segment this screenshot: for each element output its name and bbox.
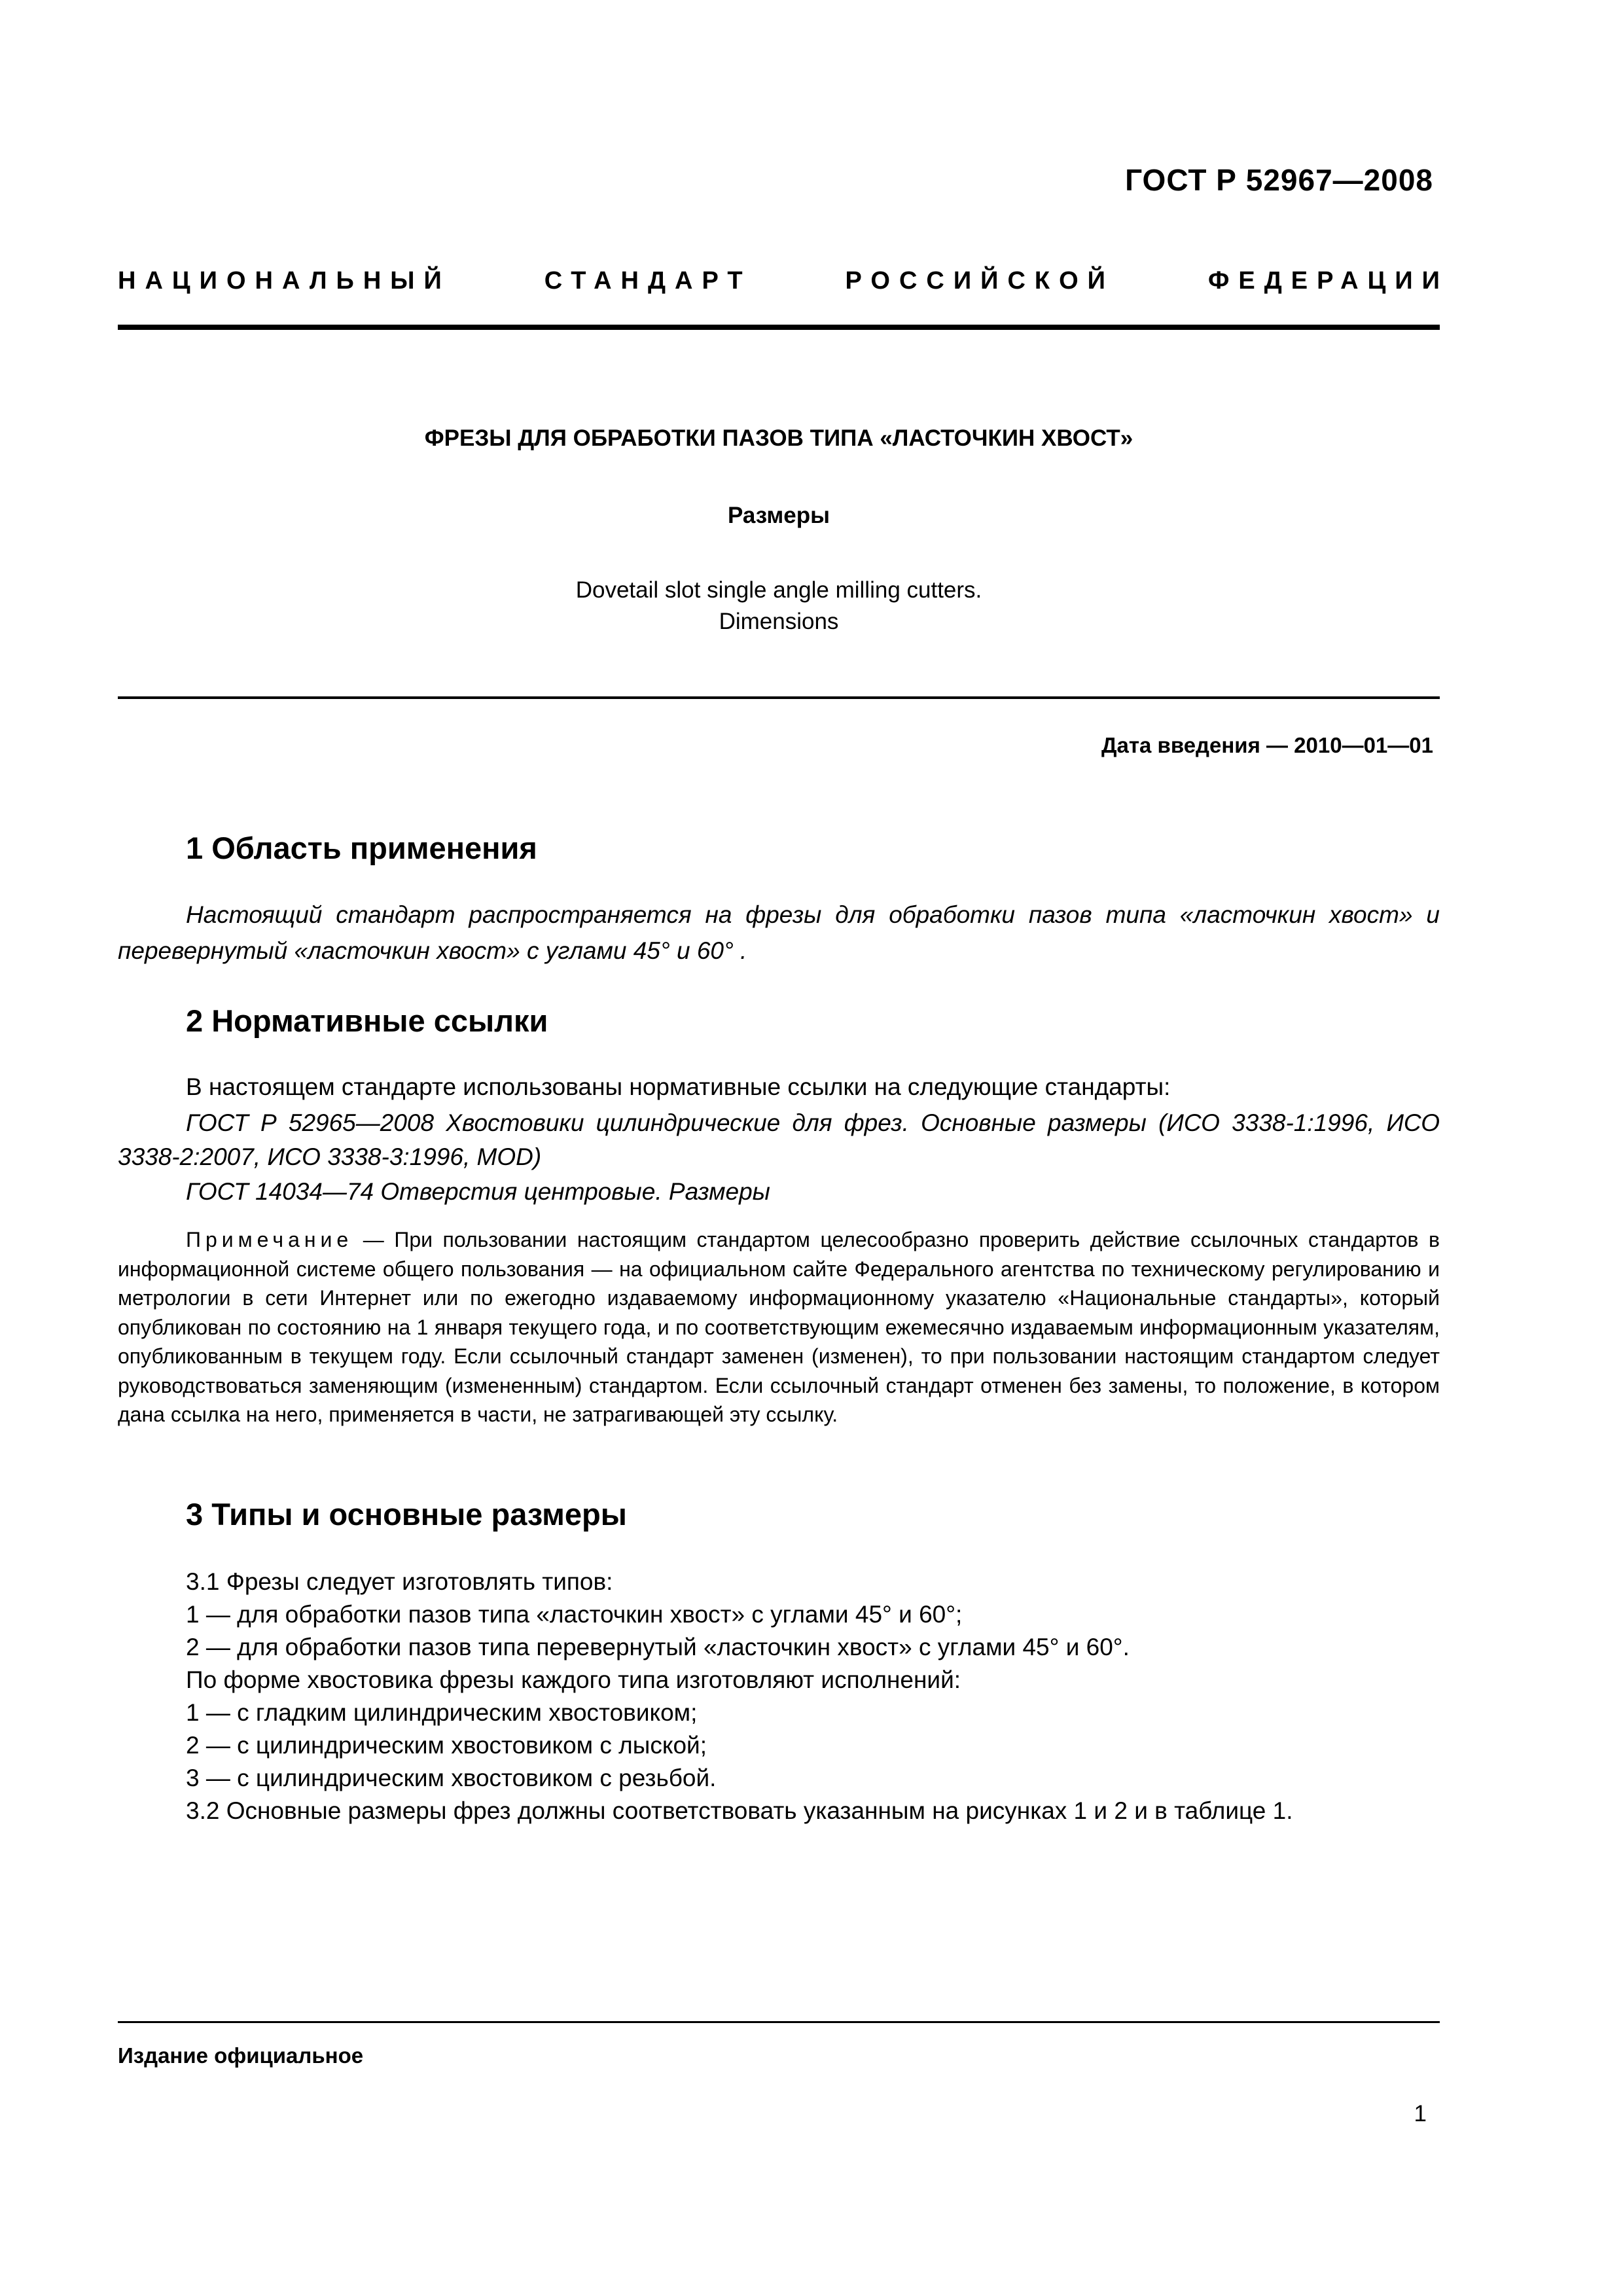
note-text: — При пользовании настоящим стандартом целесообразно проверить действие ссылочных стандартов в информационной системе общего пользования — на официальном сайте Федерального агентства по техническому регулированию и метрологии в сети Интернет или по ежегодно издаваемому информационному указателю «Национальные стандарты», который опубликован по состоянию на 1 января текущего года, и по соответствующим ежемесячно издаваемым информационным указателям, опубликованным в текущем году. Если ссылочный стандарт заменен (изменен), то при пользовании настоящим стандартом следует руководствоваться заменяющим (измененным) стандартом. Если ссылочный стандарт отменен без замены, то положение, в котором дана ссылка на него, применяется в части, не затрагивающей эту ссылку. [118,1228,1440,1426]
header-rule [118,325,1440,330]
english-title [118,575,1440,637]
banner-word: СТАНДАРТ [544,267,752,295]
section-paragraph: В настоящем стандарте использованы нормативные ссылки на следующие стандарты: [186,1073,1171,1100]
list-item: 1 — с гладким цилиндрическим хвостовиком; [186,1699,698,1726]
section-paragraph: Настоящий стандарт распространяется на фрезы для обработки пазов типа «ласточкин хвост» и перевернутый «ласточкин хвост» с углами 45° и 60° . [118,901,1440,964]
page-number: 1 [1414,2101,1427,2126]
section-heading: 3 Типы и основные размеры [186,1497,627,1532]
list-item: 3 — с цилиндрическим хвостовиком с резьбой. [186,1765,717,1791]
banner-word: РОССИЙСКОЙ [845,267,1115,295]
document-number: ГОСТ Р 52967—2008 [1125,163,1433,197]
list-item: 1 — для обработки пазов типа «ласточкин хвост» с углами 45° и 60°; [186,1601,963,1628]
banner-word: НАЦИОНАЛЬНЫЙ [118,267,451,295]
normative-reference: ГОСТ Р 52965—2008 Хвостовики цилиндрические для фрез. Основные размеры (ИСО 3338-1:1996, ИСО 3338-2:2007, ИСО 3338-3:1996, MOD) [118,1109,1440,1170]
normative-reference: ГОСТ 14034—74 Отверстия центровые. Размеры [186,1178,770,1205]
document-subtitle: Размеры [728,503,830,528]
edition-label: Издание официальное [118,2043,364,2068]
title-rule [118,696,1440,699]
english-title-line: Dimensions [719,609,839,634]
list-item: 2 — для обработки пазов типа перевернутый «ласточкин хвост» с углами 45° и 60°. [186,1634,1130,1660]
list-item: 3.1 Фрезы следует изготовлять типов: [186,1568,613,1595]
section-heading: 1 Область применения [186,831,537,865]
list-item: 2 — с цилиндрическим хвостовиком с лыской; [186,1732,707,1759]
intro-date: Дата введения — 2010—01—01 [1101,733,1433,757]
footer-rule [118,2021,1440,2023]
national-standard-banner [118,267,1449,295]
note-label: Примечание [186,1228,353,1251]
note-paragraph [118,1225,1440,1429]
list-item: По форме хвостовика фрезы каждого типа изготовляют исполнений: [186,1666,961,1693]
list-item: 3.2 Основные размеры фрез должны соответствовать указанным на рисунках 1 и 2 и в таблице 1. [186,1797,1293,1824]
banner-word: ФЕДЕРАЦИИ [1207,267,1449,295]
section-heading: 2 Нормативные ссылки [186,1003,548,1038]
english-title-line: Dovetail slot single angle milling cutters. [575,577,982,603]
document-title: ФРЕЗЫ ДЛЯ ОБРАБОТКИ ПАЗОВ ТИПА «ЛАСТОЧКИН ХВОСТ» [424,425,1133,451]
